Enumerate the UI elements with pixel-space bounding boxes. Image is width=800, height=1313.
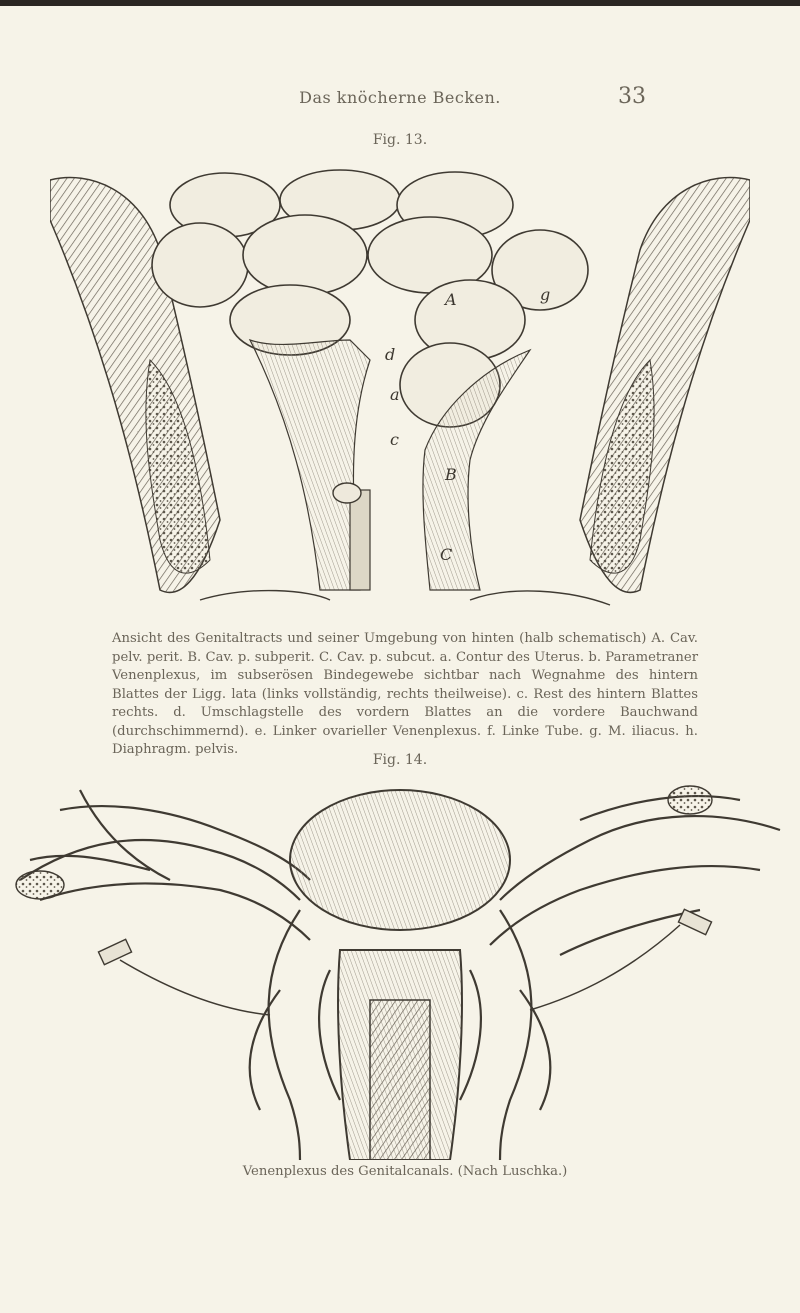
- figure-13-letter-a-upper: A: [445, 290, 457, 309]
- figure-14-caption: Venenplexus des Genitalcanals. (Nach Luschka.): [242, 1164, 568, 1179]
- figure-13-caption: Ansicht des Genitaltracts und seiner Umgebung von hinten (halb schematisch) A. Cav. pelv. perit. B. Cav. p. subperit. C. Cav. p. subcut. a. Contur des Uterus. b. Parametraner Venenplexus, im subserösen Bindegewebe sichtbar nach Wegnahme des hintern Blattes der Ligg. lata (links vollständig, rechts theilweise). c. Rest des hintern Blattes rechts. d. Umschlagstelle des vordern Blattes an die vordere Bauchwand (durchschimmernd). e. Linker ovarieller Venenplexus. f. Linke Tube. g. M. iliacus. h. Diaphragm. pelvis.: [112, 631, 698, 757]
- figure-13-illustration: [50, 160, 750, 615]
- figure-13-letter-c-upper: C: [440, 545, 453, 564]
- figure-13-letter-d: d: [385, 345, 396, 364]
- page-number: 33: [618, 84, 646, 109]
- figure-13-letter-b-upper: B: [445, 465, 457, 484]
- figure-13-letter-c: c: [390, 430, 399, 449]
- figure-13-letter-g: g: [540, 285, 551, 304]
- figure-13-letter-a: a: [390, 385, 400, 404]
- page-top-rule: [0, 0, 800, 6]
- figure-14-illustration: [0, 770, 800, 1160]
- figure-13-label: Fig. 13.: [372, 132, 428, 148]
- running-title: Das knöcherne Becken.: [299, 88, 501, 107]
- figure-14-label: Fig. 14.: [372, 752, 428, 768]
